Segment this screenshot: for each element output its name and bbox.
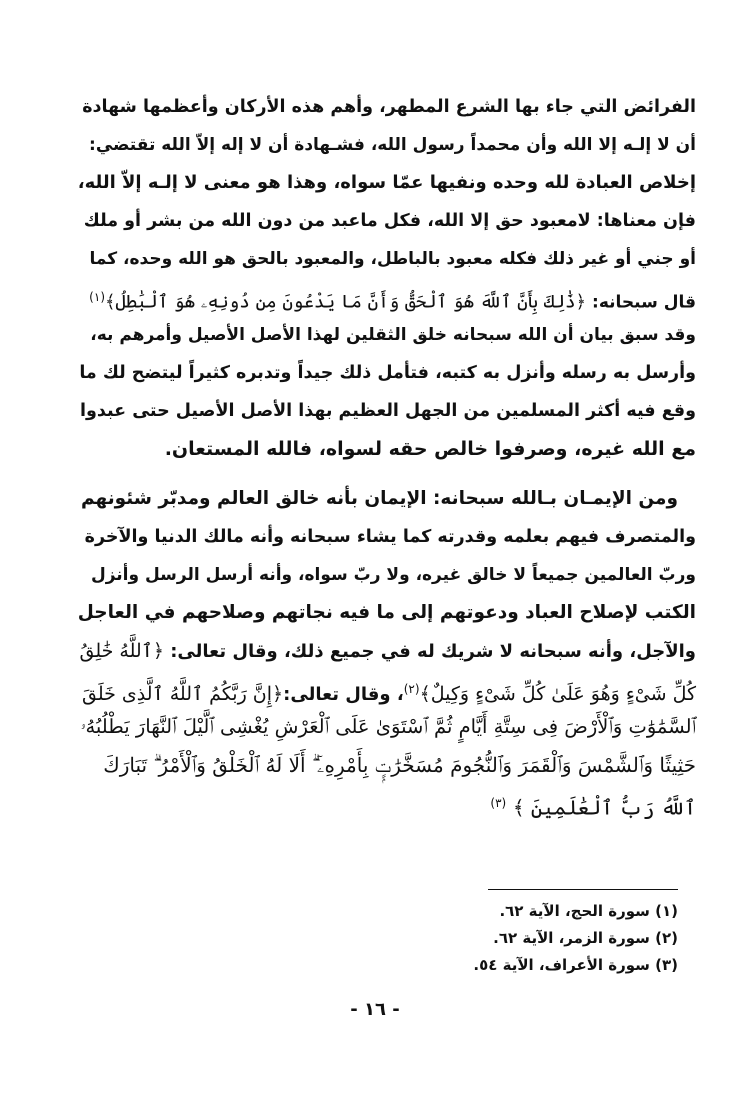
- text-line: فإن معناها: لامعبود حق إلا الله، فكل ماعبد من دون الله من بشر أو ملك: [83, 211, 696, 231]
- text-line: وقع فيه أكثر المسلمين من الجهل العظيم بهذا الأصل الأصيل حتى عبدوا: [80, 401, 696, 421]
- text-line: والمتصرف فيهم بعلمه وقدرته كما يشاء سبحانه وأنه مالك الدنيا والآخرة: [84, 527, 696, 547]
- text-line-with-verse: [76, 632, 696, 670]
- quran-verse-line: حَثِيثًا وَٱلشَّمْسَ وَٱلْقَمَرَ وَٱلنُّجُومَ مُسَخَّرَٰتٍۭ بِأَمْرِهِۦٓ ۗ أَلَا لَهُ ٱلْخَلْقُ وَٱلْأَمْرُ ۗ تَبَارَكَ: [103, 753, 696, 777]
- quran-verse: كُلِّ شَىْءٍ وَهُوَ عَلَىٰ كُلِّ شَىْءٍ وَكِيلٌ﴾: [419, 683, 696, 705]
- text-line: وربّ العالمين جميعاً لا خالق غيره، ولا ربّ سواه، وأنه أرسل الرسل وأنزل: [90, 565, 696, 585]
- quran-verse: ﴿ذَٰلِكَ بِأَنَّ ٱللَّهَ هُوَ ٱلْحَقُّ وَأَنَّ مَا يَدْعُونَ مِن دُونِهِۦ هُوَ ٱلْبَٰطِلُ﴾: [105, 291, 587, 313]
- text-line: وقد سبق بيان أن الله سبحانه خلق الثقلين لهذا الأصل الأصيل وأمرهم به،: [90, 325, 696, 345]
- verse-intro: والآجل، وأنه سبحانه لا شريك له في جميع ذلك، وقال تعالى:: [170, 641, 696, 662]
- footnote-item: (٢) سورة الزمر، الآية ٦٢.: [493, 929, 678, 947]
- text-line: ومن الإيمـان بـالله سبحانه: الإيمان بأنه خالق العالم ومدبّر شئونهم: [80, 488, 678, 509]
- text-line: الفرائض التي جاء بها الشرع المطهر، وأهم هذه الأركان وأعظمها شهادة: [82, 97, 696, 117]
- text-line-with-verse: [76, 784, 696, 822]
- text-line-with-verse: [76, 278, 696, 316]
- text-line: مع الله غيره، وصرفوا خالص حقه لسواه، فالله المستعان.: [164, 438, 696, 460]
- quran-verse-line: ٱلسَّمَٰوَٰتِ وَٱلْأَرْضَ فِى سِتَّةِ أَيَّامٍ ثُمَّ ٱسْتَوَىٰ عَلَى ٱلْعَرْشِ يُغْشِى ٱلَّيْلَ ٱلنَّهَارَ يَطْلُبُهُۥ: [80, 715, 696, 738]
- paragraph-2: [76, 480, 696, 822]
- text-line: وأرسل به رسله وأنزل به كتبه، فتأمل ذلك جيداً وتدبره كثيراً ليتضح لك ما: [79, 363, 696, 383]
- text-line: الكتب لإصلاح العباد ودعوتهم إلى ما فيه نجاتهم وصلاحهم في العاجل: [77, 602, 696, 623]
- page-number: - ١٦ -: [350, 999, 400, 1020]
- text-line: إخلاص العبادة لله وحده ونفيها عمّا سواه، وهذا هو معنى لا إلـه إلاّ الله،: [77, 172, 696, 193]
- footnotes: [400, 898, 678, 979]
- verse-intro: قال سبحانه:: [592, 292, 696, 313]
- quran-verse: ﴿إِنَّ رَبَّكُمُ ٱللَّهُ ٱلَّذِى خَلَقَ: [81, 683, 284, 705]
- footnote-ref: (٢): [403, 682, 420, 696]
- text-line: أو جني أو غير ذلك فكله معبود بالباطل، والمعبود بالحق هو الله وحده، كما: [89, 249, 696, 269]
- paragraph-1: [76, 88, 696, 468]
- footnote-item: (١) سورة الحج، الآية ٦٢.: [499, 902, 678, 920]
- footnote-ref: (١): [89, 290, 105, 304]
- footnote-item: (٣) سورة الأعراف، الآية ٥٤.: [473, 956, 678, 974]
- text-line: أن لا إلـه إلا الله وأن محمداً رسول الله، فشـهادة أن لا إله إلاّ الله تقتضي:: [89, 135, 696, 155]
- verse-intro: ، وقال تعالى:: [283, 684, 404, 705]
- text-line-with-verse: [76, 670, 696, 708]
- quran-verse: ٱللَّهُ رَبُّ ٱلْعَٰلَمِينَ ﴾: [512, 795, 696, 820]
- footnote-separator: [488, 889, 678, 890]
- footnote-ref: (٣): [490, 796, 507, 810]
- quran-verse: ﴿ٱللَّهُ خَٰلِقُ: [79, 640, 164, 662]
